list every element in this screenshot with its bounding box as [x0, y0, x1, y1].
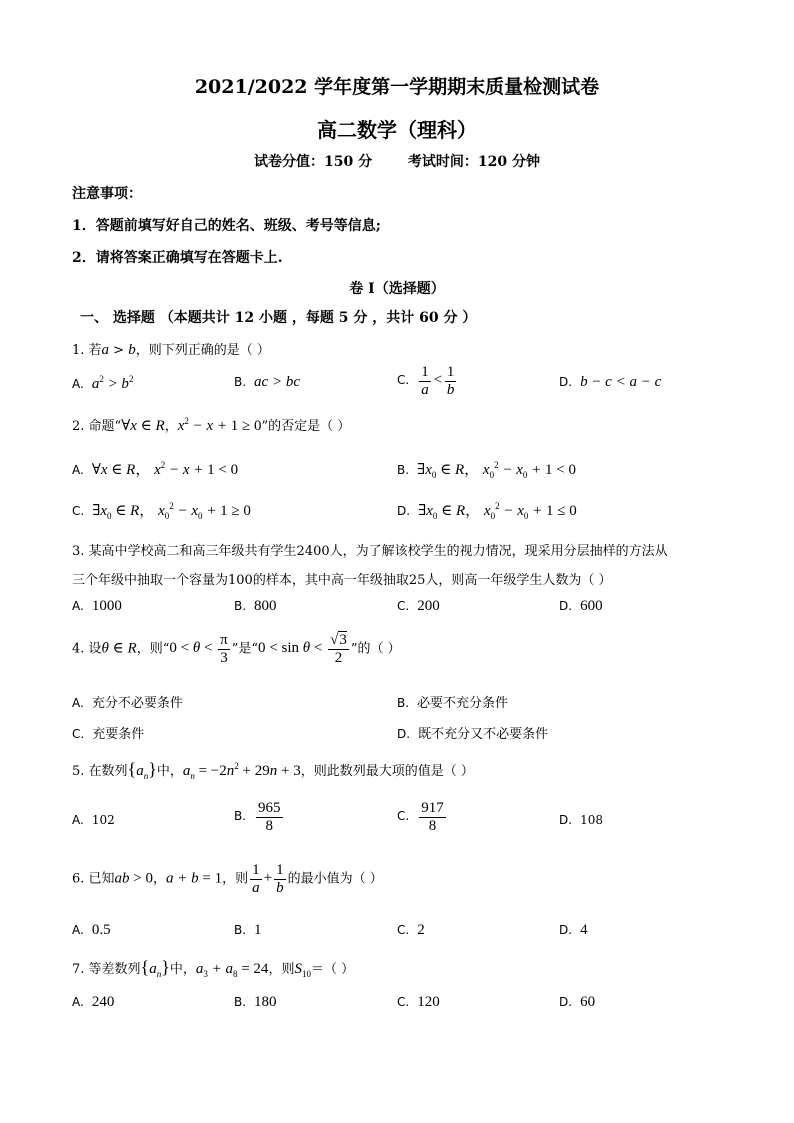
- question-7: 7. 等差数列$\{a_n\}$中，$a_3 + a_8 = 24$，则$S_{10}=$（ ）: [72, 957, 355, 979]
- q6-option-a: A. 0.5: [72, 922, 111, 938]
- q2-tail: ”的否定是（ ）: [261, 419, 351, 434]
- q1-option-c: C. $\frac{1}{a}$ < $\frac{1}{b}$: [397, 364, 455, 398]
- option-label: A.: [72, 995, 84, 1009]
- score-info: 试卷分值：150 分: [254, 154, 373, 170]
- q4-option-a: A. 充分不必要条件: [72, 696, 183, 711]
- q6-option-b: B. 1: [234, 922, 262, 938]
- section-heading: 一、 选择题 （本题共计 12 小题 ，每题 5 分 ，共计 60 分 ）: [80, 310, 477, 326]
- option-label: A.: [72, 599, 84, 613]
- q7-option-b: B. 180: [234, 994, 277, 1010]
- question-3-line-1: 3. 某高中学校高二和高三年级共有学生2400人，为了解该校学生的视力情况，现采用分层抽样的方法从: [72, 544, 668, 559]
- exam-title: 2021/2022 学年度第一学期期末质量检测试卷: [194, 76, 600, 98]
- option-label: D.: [559, 995, 573, 1009]
- q4-option-b: B. 必要不充分条件: [397, 696, 509, 711]
- q6-option-d: D. 4: [559, 922, 588, 938]
- option-label: D.: [397, 727, 411, 741]
- option-label: C.: [397, 995, 410, 1009]
- question-2: 2. 命题“∀x ∈ R，$x^2 - x + 1 \ge 0$”的否定是（ ）: [72, 416, 351, 434]
- option-label: D.: [559, 923, 573, 937]
- exam-subtitle: 高二数学（理科）: [317, 118, 477, 142]
- option-label: B.: [234, 923, 247, 937]
- q2-sep: ，: [164, 419, 178, 434]
- q5-option-c: C. $\frac{917}{8}$: [397, 800, 444, 834]
- option-label: D.: [559, 599, 573, 613]
- option-label: C.: [397, 809, 410, 824]
- option-label: D.: [559, 375, 573, 389]
- option-label: B.: [397, 463, 410, 477]
- q2-option-d: D. $\exists x_0$ ∈ R， $x_0^2 - x_0 + 1 \le 0$: [397, 501, 577, 521]
- q3-option-a: A. 1000: [72, 598, 122, 614]
- q2-option-a: A. ∀x ∈ R， $x^2 - x + 1 < 0$: [72, 460, 239, 478]
- q1-option-a: A. $a^2 > b^2$: [72, 374, 134, 392]
- notes-heading: 注意事项：: [72, 186, 142, 202]
- option-label: B.: [234, 995, 247, 1009]
- option-label: B.: [234, 375, 247, 389]
- option-label: A.: [72, 923, 84, 937]
- q1-option-d: D. b − c < a − c: [559, 374, 662, 390]
- note-item: 2．请将答案正确填写在答题卡上.: [72, 250, 283, 266]
- question-4: 4. 设θ ∈ R，则“0 < θ < $\frac{\pi}{3}$ ”是“0 < sin θ < $\frac{√3}{2}$ ”的（ ）: [72, 632, 401, 666]
- option-label: A.: [72, 813, 84, 827]
- q2-option-c: C. $\exists x_0$ ∈ R， $x_0^2 - x_0 + 1 \ge 0$: [72, 501, 251, 521]
- q1-tail: ，则下列正确的是（ ）: [135, 343, 270, 358]
- option-label: B.: [234, 809, 247, 824]
- q5-option-b: B. $\frac{965}{8}$: [234, 800, 281, 834]
- q7-option-a: A. 240: [72, 994, 115, 1010]
- volume-heading: 卷 I（选择题）: [349, 281, 445, 297]
- q1-stem: 1. 若: [72, 343, 102, 358]
- q7-option-d: D. 60: [559, 994, 596, 1010]
- option-label: C.: [397, 599, 410, 613]
- q5-stem: 5. 在数列: [72, 764, 128, 779]
- option-label: A.: [72, 463, 84, 477]
- note-item: 1．答题前填写好自己的姓名、班级、考号等信息;: [72, 218, 381, 234]
- q2-option-b: B. $\exists x_0$ ∈ R， $x_0^2 - x_0 + 1 < 0$: [397, 460, 576, 480]
- q6-stem: 6. 已知: [72, 871, 115, 887]
- option-label: D.: [559, 813, 573, 827]
- question-1: 1. 若a > b，则下列正确的是（ ）: [72, 342, 270, 358]
- q4-stem: 4. 设: [72, 641, 102, 657]
- q5-option-d: D. 108: [559, 813, 603, 827]
- q2-stem: 2. 命题“: [72, 419, 122, 434]
- q3-option-c: C. 200: [397, 598, 440, 614]
- q1-option-b: B. ac > bc: [234, 374, 300, 390]
- option-label: B.: [234, 599, 247, 613]
- q6-option-c: C. 2: [397, 922, 425, 938]
- q7-option-c: C. 120: [397, 994, 440, 1010]
- q5-option-a: A. 102: [72, 813, 115, 827]
- option-label: A.: [72, 696, 84, 710]
- option-label: A.: [72, 377, 84, 391]
- question-3-line-2: 三个年级中抽取一个容量为100的样本，其中高一年级抽取25人，则高一年级学生人数为（ ）: [72, 573, 612, 588]
- option-label: B.: [397, 696, 410, 710]
- exam-meta: [0, 151, 794, 171]
- q3-option-b: B. 800: [234, 598, 277, 614]
- q7-stem: 7. 等差数列: [72, 962, 141, 977]
- option-label: C.: [72, 504, 85, 518]
- option-label: C.: [72, 727, 85, 741]
- option-label: C.: [397, 923, 410, 937]
- q3-option-d: D. 600: [559, 598, 603, 614]
- question-6: 6. 已知ab > 0，a + b = 1，则 $\frac{1}{a}$ + $\frac{1}{b}$ 的最小值为（ ）: [72, 862, 383, 896]
- option-label: C.: [397, 373, 410, 388]
- q4-option-d: D. 既不充分又不必要条件: [397, 727, 549, 742]
- option-label: D.: [397, 504, 411, 518]
- q4-option-c: C. 充要条件: [72, 727, 145, 742]
- question-5: 5. 在数列$\{a_n\}$中，$a_n = -2n^2 + 29n + 3$，则此数列最大项的值是（ ）: [72, 759, 474, 781]
- time-info: 考试时间：120 分钟: [407, 154, 540, 170]
